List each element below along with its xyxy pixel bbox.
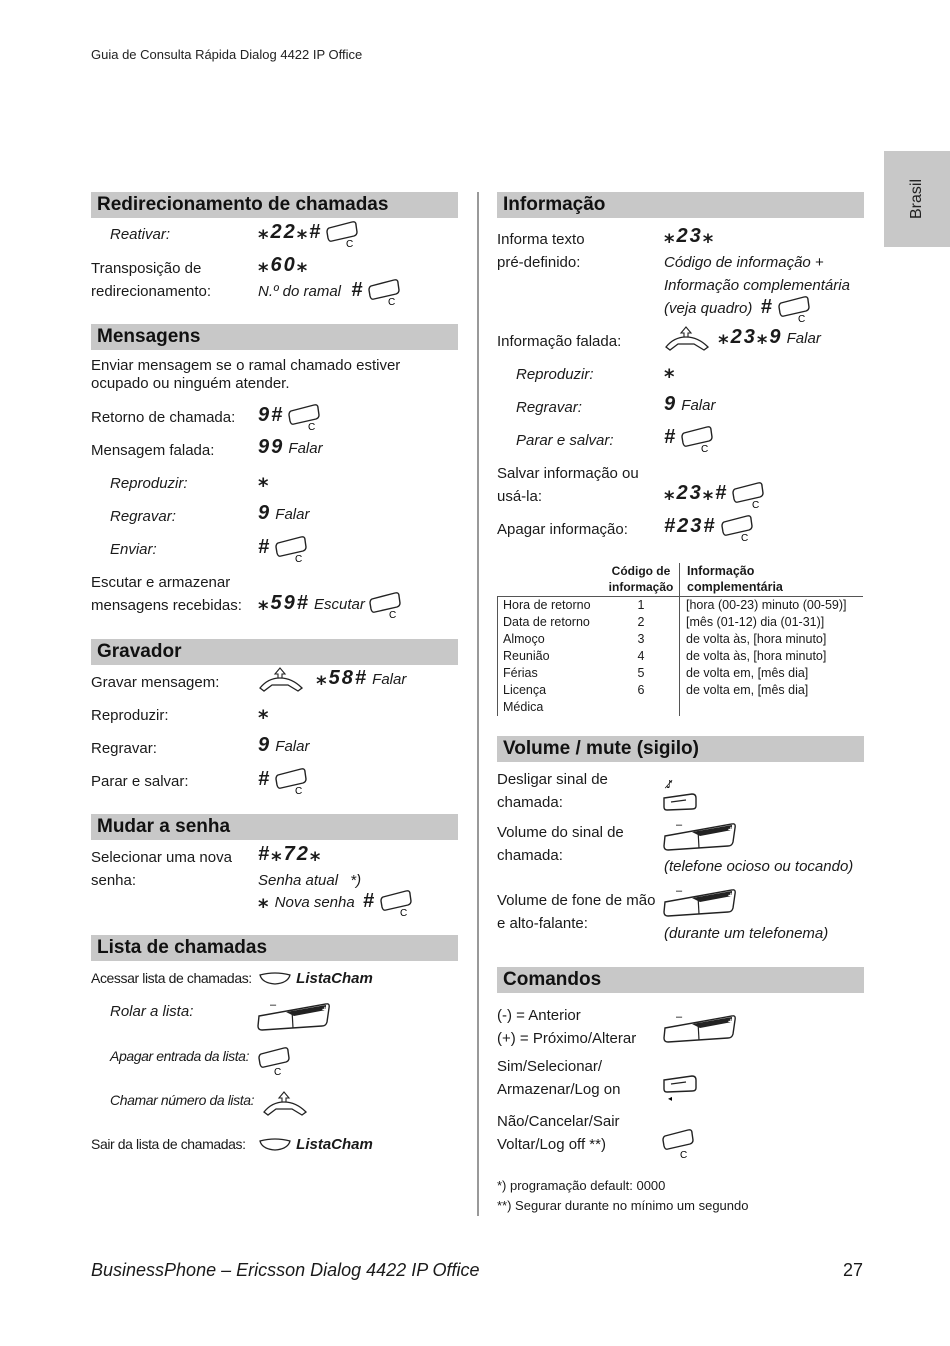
volume-rocker-icon bbox=[662, 884, 738, 918]
c-key-icon bbox=[369, 591, 403, 619]
running-header: Guia de Consulta Rápida Dialog 4422 IP Office bbox=[91, 47, 363, 62]
retorno-code: 9# bbox=[258, 403, 285, 426]
cmd-1a: (-) = Anterior bbox=[497, 1007, 581, 1024]
reativar-label: Reativar: bbox=[110, 226, 171, 243]
hash-key: # bbox=[258, 767, 272, 790]
vol-fone-note: (durante um telefonema) bbox=[664, 925, 829, 942]
gravar-label: Gravar mensagem: bbox=[91, 674, 220, 691]
section-info-title: Informação bbox=[497, 192, 864, 218]
c-key-letter: C bbox=[295, 786, 303, 795]
vol-sinal-label-2: chamada: bbox=[497, 847, 563, 864]
table-cell-name: Reunião bbox=[503, 649, 550, 663]
escutar-text: Escutar bbox=[314, 595, 365, 613]
table-cell-name: Férias bbox=[503, 666, 538, 680]
cmd-3a: Não/Cancelar/Sair bbox=[497, 1113, 620, 1130]
table-cell-name: Médica bbox=[503, 700, 544, 714]
desligar-label-1: Desligar sinal de bbox=[497, 771, 608, 788]
plus-label: + bbox=[728, 825, 734, 836]
table-cell-name: Hora de retorno bbox=[503, 598, 591, 612]
c-key-letter: C bbox=[797, 314, 806, 323]
minus-label: – bbox=[270, 999, 277, 1011]
footer-title: BusinessPhone – Ericsson Dialog 4422 IP Office bbox=[91, 1260, 480, 1280]
table-cell-code: 6 bbox=[637, 683, 645, 697]
vol-fone-label-2: e alto-falante: bbox=[497, 915, 588, 932]
table-cell-info: de volta em, [mês dia] bbox=[686, 666, 809, 680]
senha-label-1: Selecionar uma nova bbox=[91, 849, 232, 866]
chamar-label: Chamar número da lista: bbox=[110, 1092, 255, 1108]
handset-up-icon bbox=[664, 325, 710, 353]
c-key-icon bbox=[778, 295, 812, 323]
senha-atual-note: *) bbox=[350, 872, 362, 889]
section-senha-title: Mudar a senha bbox=[91, 814, 458, 840]
senha-atual-text: Senha atual bbox=[258, 872, 339, 889]
info-reproduzir-label: Reproduzir: bbox=[516, 366, 594, 383]
cmd-2a: Sim/Selecionar/ bbox=[497, 1058, 603, 1075]
listacham-text: ListaCham bbox=[296, 1136, 373, 1153]
falar-text: Falar bbox=[275, 738, 310, 755]
table-cell-code: 4 bbox=[637, 649, 645, 663]
section-redirect-title: Redirecionamento de chamadas bbox=[91, 192, 458, 218]
section-gravador-title: Gravador bbox=[91, 639, 458, 665]
table-cell-code: 1 bbox=[637, 598, 645, 612]
falar-text: Falar bbox=[786, 329, 821, 347]
msg-enviar-value bbox=[258, 535, 309, 563]
rolar-label: Rolar a lista: bbox=[110, 1003, 194, 1020]
info-texto-code-text: ⁎23⁎ bbox=[664, 225, 716, 247]
info-regravar-label: Regravar: bbox=[516, 399, 582, 416]
info-regravar-value bbox=[664, 393, 715, 417]
table-cell-info: [mês (01-12) dia (01-31)] bbox=[686, 615, 825, 629]
minus-label: – bbox=[676, 1011, 683, 1023]
c-key-icon bbox=[380, 889, 414, 917]
info-texto-label-1: Informa texto bbox=[497, 231, 585, 248]
falar-text: Falar bbox=[681, 397, 716, 414]
c-key-letter: C bbox=[389, 610, 397, 619]
table-cell-name: Data de retorno bbox=[503, 615, 590, 629]
c-key-icon bbox=[275, 767, 309, 795]
column-divider bbox=[477, 192, 479, 1216]
softkey-icon bbox=[258, 971, 292, 987]
star-key: ⁎ bbox=[258, 469, 271, 491]
table-cell-code: 5 bbox=[637, 666, 645, 680]
senha-nova-text: Nova senha bbox=[274, 893, 355, 911]
transp-sub-text: N.º do ramal bbox=[258, 282, 342, 300]
senha-code-text: #⁎72⁎ bbox=[258, 843, 323, 865]
info-parar-label: Parar e salvar: bbox=[516, 432, 614, 449]
table-cell-name: Licença bbox=[503, 683, 547, 697]
table-row bbox=[497, 614, 863, 631]
mute-symbol: ♪̸ bbox=[666, 778, 674, 791]
footnote-2: **) Segurar durante no mínimo um segundo bbox=[497, 1198, 749, 1213]
info-apagar-label: Apagar informação: bbox=[497, 521, 628, 538]
info-falada-label: Informação falada: bbox=[497, 333, 622, 350]
info-falada-value bbox=[664, 325, 821, 353]
falar-text: Falar bbox=[372, 670, 407, 688]
table-cell-info: de volta às, [hora minuto] bbox=[686, 632, 827, 646]
gravar-code: ⁎58# bbox=[316, 666, 368, 689]
c-key-letter: C bbox=[740, 533, 748, 542]
th-info-line1: Informação bbox=[687, 564, 755, 578]
plus-label: + bbox=[322, 1005, 328, 1016]
table-row bbox=[497, 648, 863, 665]
th-code-line2: informação bbox=[608, 580, 674, 594]
table-cell-info: [hora (00-23) minuto (00-59)] bbox=[686, 598, 847, 612]
c-key-letter: C bbox=[388, 297, 396, 306]
info-texto-v3 bbox=[664, 295, 812, 323]
table-cell-code: 2 bbox=[637, 615, 645, 629]
c-key-icon bbox=[732, 481, 766, 509]
reativar-code: ⁎22⁎# bbox=[258, 220, 323, 243]
retorno-label: Retorno de chamada: bbox=[91, 409, 236, 426]
ok-key-speaker-glyph: ◂ bbox=[668, 1094, 673, 1102]
msg-regravar-label: Regravar: bbox=[110, 508, 176, 525]
escutar-value bbox=[258, 591, 403, 619]
cmd-3b: Voltar/Log off **) bbox=[497, 1136, 606, 1153]
apagar-entrada-label: Apagar entrada da lista: bbox=[110, 1048, 250, 1064]
handset-up-icon bbox=[258, 666, 304, 694]
falar-text: Falar bbox=[288, 440, 323, 457]
info-texto-code bbox=[664, 225, 715, 249]
th-info bbox=[687, 563, 783, 595]
grav-reproduzir-label: Reproduzir: bbox=[91, 707, 169, 724]
c-key-icon bbox=[368, 278, 402, 306]
retorno-value bbox=[258, 403, 322, 431]
c-key-icon bbox=[721, 514, 755, 542]
transp-sub bbox=[258, 278, 402, 306]
minus-label: – bbox=[676, 885, 683, 897]
plus-label: + bbox=[728, 891, 734, 902]
vol-fone-label-1: Volume de fone de mão bbox=[497, 892, 656, 909]
vol-sinal-label-1: Volume do sinal de bbox=[497, 824, 624, 841]
falada-code: 99 bbox=[258, 436, 285, 458]
table-cell-info: de volta em, [mês dia] bbox=[686, 683, 809, 697]
escutar-code: ⁎59# bbox=[258, 591, 310, 614]
falada-value bbox=[258, 436, 323, 460]
c-key-letter: C bbox=[701, 444, 709, 453]
table-row bbox=[497, 631, 863, 648]
footnote-1: *) programação default: 0000 bbox=[497, 1178, 666, 1193]
transp-code-text: ⁎60⁎ bbox=[258, 254, 310, 276]
grav-parar-label: Parar e salvar: bbox=[91, 773, 189, 790]
c-key-letter: C bbox=[400, 908, 408, 917]
plus-label: + bbox=[728, 1017, 734, 1028]
info-salvar-code: ⁎23⁎# bbox=[664, 481, 729, 504]
page-number: 27 bbox=[843, 1260, 864, 1280]
volume-rocker-icon bbox=[662, 818, 738, 852]
info-reproduzir-value bbox=[664, 360, 676, 384]
transp-label-1: Transposição de bbox=[91, 260, 202, 277]
nine-key: 9 bbox=[258, 734, 272, 756]
c-key-letter: C bbox=[346, 239, 354, 248]
listacham-text: ListaCham bbox=[296, 970, 373, 987]
info-texto-v3-text: (veja quadro) bbox=[664, 299, 753, 317]
hash-key: # bbox=[258, 535, 272, 558]
grav-regravar-value bbox=[258, 734, 309, 758]
acessar-value bbox=[258, 967, 373, 990]
c-key-icon bbox=[275, 535, 309, 563]
escutar-label-2: mensagens recebidas: bbox=[91, 597, 242, 614]
hash-key: # bbox=[760, 295, 774, 318]
side-tab bbox=[884, 151, 950, 247]
star-key: ⁎ bbox=[258, 701, 271, 723]
softkey-icon bbox=[258, 1137, 292, 1153]
c-key-letter: C bbox=[680, 1150, 688, 1160]
info-apagar-code: #23# bbox=[664, 514, 717, 537]
th-code bbox=[606, 563, 676, 595]
mensagens-intro-2: ocupado ou ninguém atender. bbox=[91, 375, 290, 392]
reativar-value bbox=[258, 220, 360, 248]
desligar-label-2: chamada: bbox=[497, 794, 563, 811]
volume-rocker-icon bbox=[256, 998, 332, 1032]
msg-regravar-value bbox=[258, 502, 309, 526]
senha-label-2: senha: bbox=[91, 872, 137, 889]
c-key-letter: C bbox=[752, 500, 760, 509]
table-row bbox=[497, 597, 863, 614]
acessar-label: Acessar lista de chamadas: bbox=[91, 970, 252, 986]
table-row bbox=[497, 682, 863, 699]
falada-label: Mensagem falada: bbox=[91, 442, 215, 459]
section-volume-title: Volume / mute (sigilo) bbox=[497, 736, 864, 762]
c-key-letter: C bbox=[295, 554, 303, 563]
info-texto-v2: Informação complementária bbox=[664, 277, 850, 294]
transp-code bbox=[258, 254, 309, 278]
sair-label: Sair da lista de chamadas: bbox=[91, 1136, 246, 1152]
info-apagar-value bbox=[664, 514, 755, 542]
c-key-icon bbox=[662, 1128, 700, 1160]
c-key-icon bbox=[326, 220, 360, 248]
msg-enviar-label: Enviar: bbox=[110, 541, 157, 558]
star-key: ⁎ bbox=[258, 889, 271, 912]
grav-reproduzir-value bbox=[258, 701, 270, 725]
section-mensagens-title: Mensagens bbox=[91, 324, 458, 350]
table-cell-info: de volta às, [hora minuto] bbox=[686, 649, 827, 663]
vol-sinal-note: (telefone ocioso ou tocando) bbox=[664, 858, 854, 875]
hash-key: # bbox=[351, 278, 365, 301]
side-tab-label: Brasil bbox=[908, 178, 925, 220]
c-key-letter: C bbox=[274, 1067, 282, 1078]
c-key-icon bbox=[258, 1046, 292, 1078]
info-code-table bbox=[497, 563, 863, 715]
th-info-line2: complementária bbox=[687, 580, 783, 594]
hash-key: # bbox=[664, 425, 678, 448]
grav-regravar-label: Regravar: bbox=[91, 740, 157, 757]
senha-code bbox=[258, 843, 322, 867]
cmd-2b: Armazenar/Log on bbox=[497, 1081, 621, 1098]
transp-label-2: redirecionamento: bbox=[91, 283, 212, 300]
table-row bbox=[497, 665, 863, 682]
c-key-icon bbox=[681, 425, 715, 453]
grav-parar-value bbox=[258, 767, 309, 795]
minus-label: – bbox=[676, 819, 683, 831]
mensagens-intro-1: Enviar mensagem se o ramal chamado estiver bbox=[91, 357, 401, 374]
table-row bbox=[497, 699, 863, 716]
msg-reproduzir-value bbox=[258, 469, 270, 493]
table-cell-code: 3 bbox=[637, 632, 645, 646]
volume-rocker-icon bbox=[662, 1010, 738, 1044]
table-cell-name: Almoço bbox=[503, 632, 545, 646]
mute-key-icon bbox=[662, 776, 702, 812]
escutar-label-1: Escutar e armazenar bbox=[91, 574, 231, 591]
info-salvar-label-2: usá-la: bbox=[497, 488, 543, 505]
ok-key-icon bbox=[662, 1072, 702, 1102]
handset-up-icon bbox=[262, 1090, 308, 1118]
c-key-icon bbox=[288, 403, 322, 431]
falar-text: Falar bbox=[275, 506, 310, 523]
section-lista-title: Lista de chamadas bbox=[91, 935, 458, 961]
nine-key: 9 bbox=[664, 393, 678, 415]
th-code-line1: Código de bbox=[611, 564, 671, 578]
senha-nova bbox=[258, 889, 414, 917]
c-key-letter: C bbox=[308, 422, 316, 431]
star-key: ⁎ bbox=[664, 360, 677, 382]
info-texto-v1: Código de informação + bbox=[664, 254, 824, 271]
info-falada-code: ⁎23⁎9 bbox=[718, 325, 783, 348]
sair-value bbox=[258, 1133, 373, 1156]
hash-key: # bbox=[362, 889, 376, 912]
msg-reproduzir-label: Reproduzir: bbox=[110, 475, 188, 492]
info-salvar-label-1: Salvar informação ou bbox=[497, 465, 639, 482]
info-salvar-value bbox=[664, 481, 766, 509]
table-body bbox=[497, 597, 863, 716]
gravar-value bbox=[258, 666, 406, 694]
nine-key: 9 bbox=[258, 502, 272, 524]
info-texto-label-2: pré-definido: bbox=[497, 254, 581, 271]
cmd-1b: (+) = Próximo/Alterar bbox=[497, 1030, 637, 1047]
section-comandos-title: Comandos bbox=[497, 967, 864, 993]
info-parar-value bbox=[664, 425, 715, 453]
